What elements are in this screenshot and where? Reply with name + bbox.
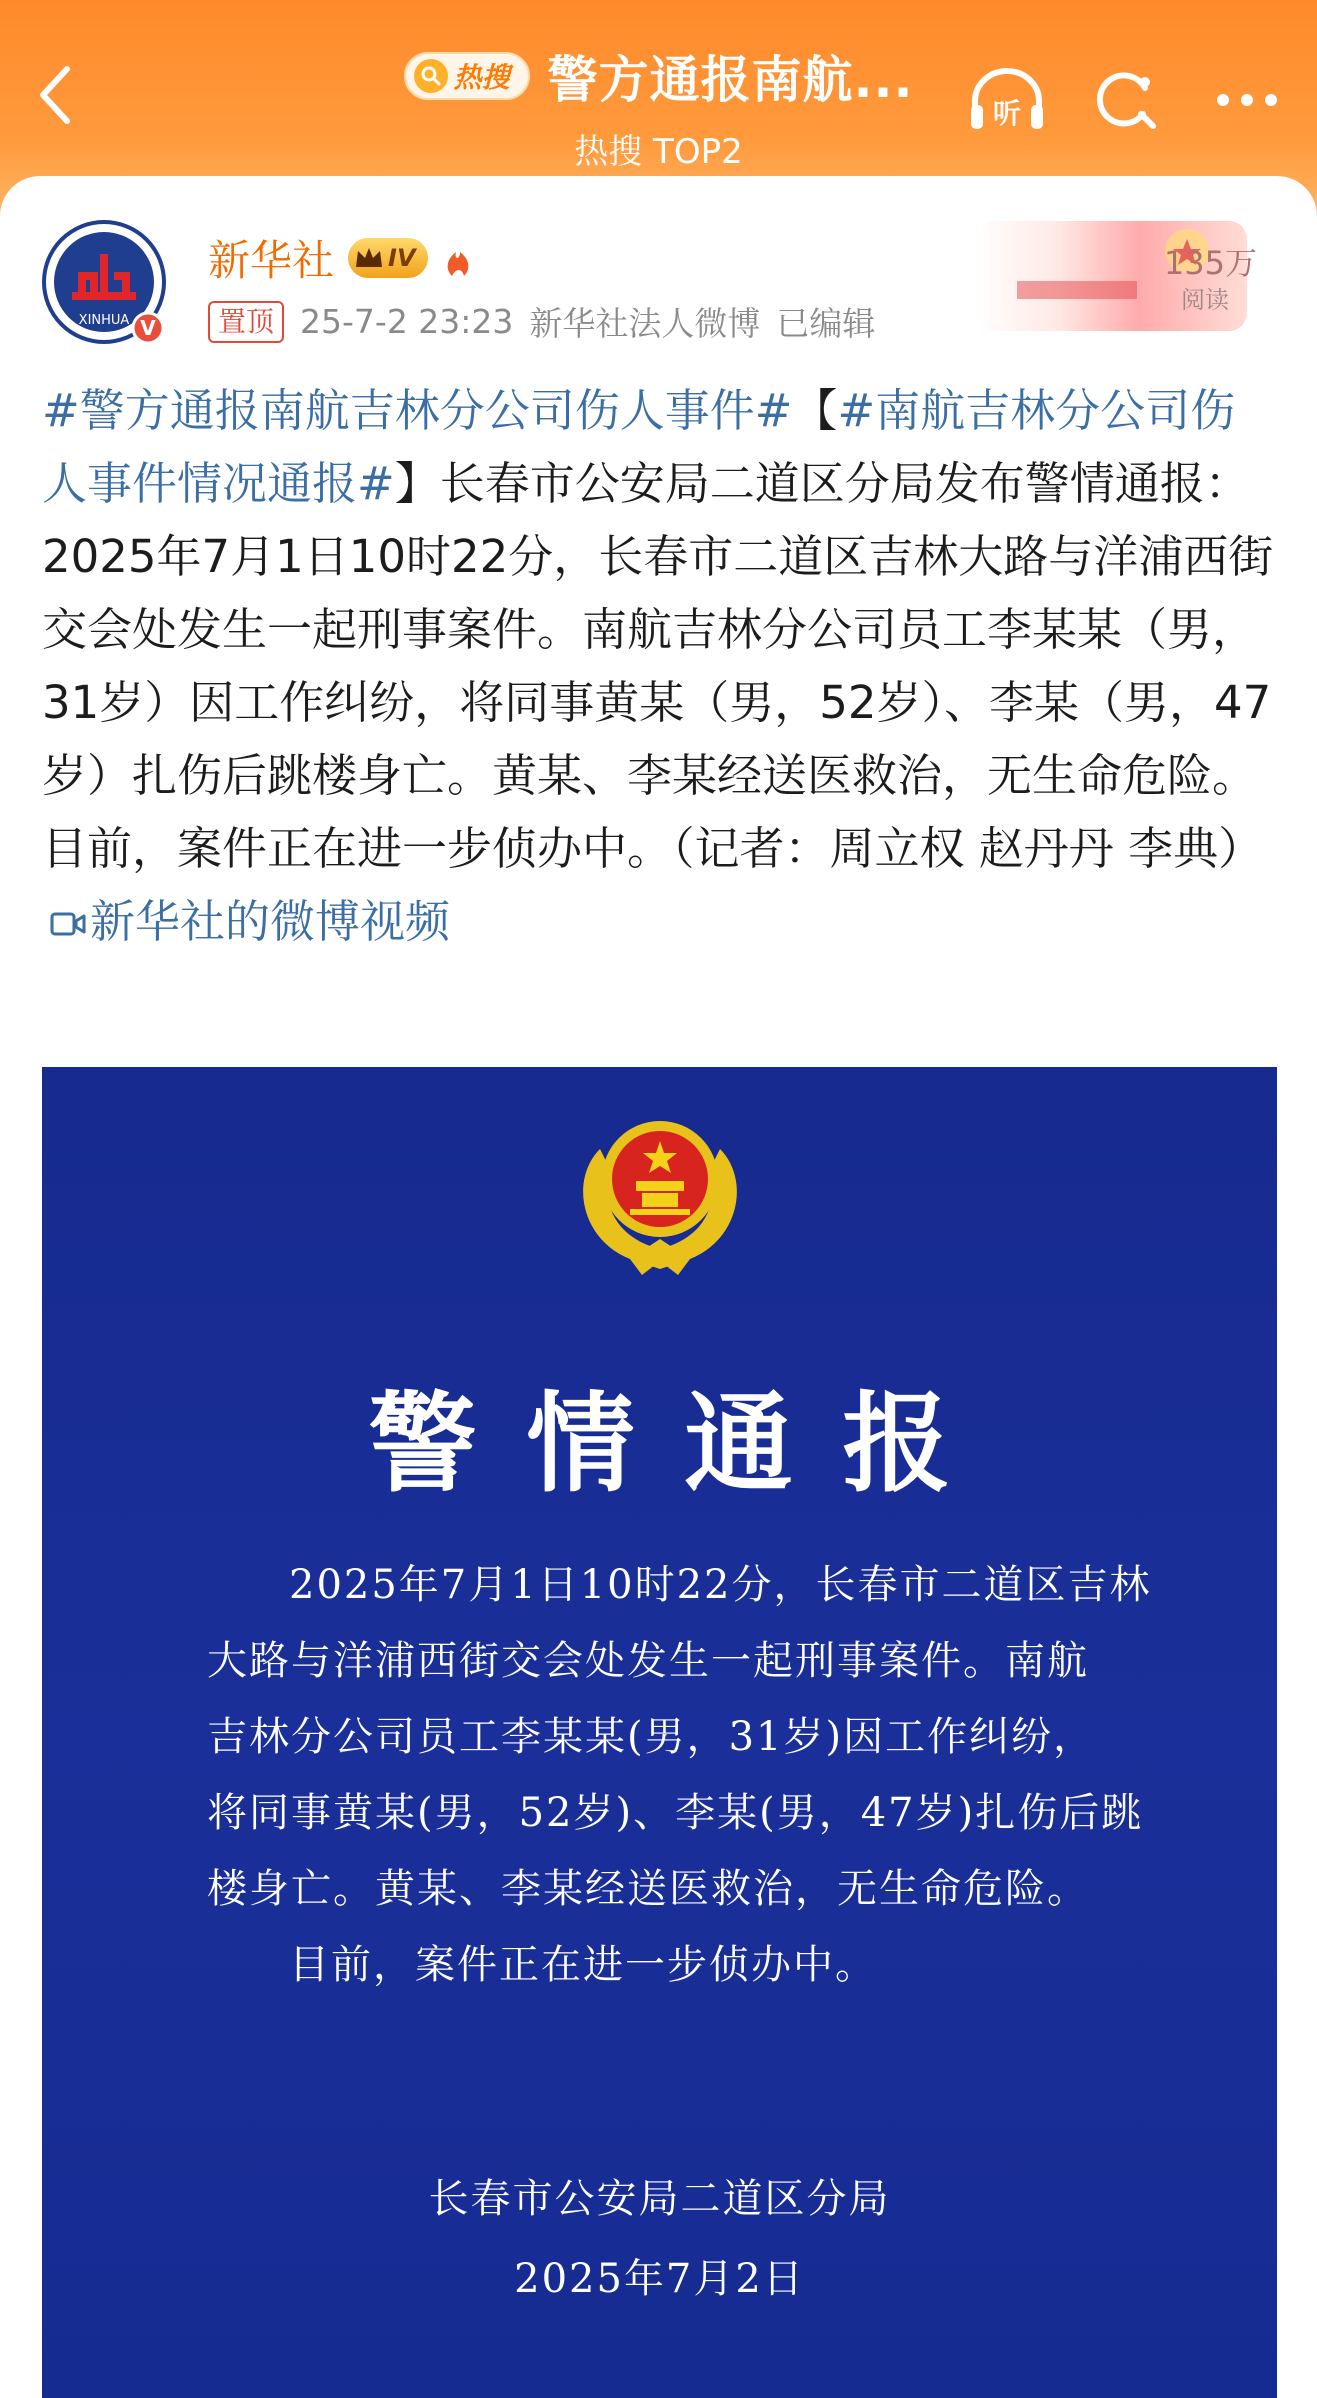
listen-label: 听 bbox=[992, 97, 1022, 130]
svg-text:V: V bbox=[140, 316, 156, 340]
post-source: 新华社法人微博 bbox=[529, 304, 761, 343]
page-subtitle: 热搜 TOP2 bbox=[574, 132, 743, 172]
video-link-label: 新华社的微博视频 bbox=[90, 895, 451, 948]
avatar-text: XINHUA bbox=[78, 313, 130, 328]
page-title: 警方通报南航... bbox=[547, 51, 914, 109]
notice-line: 楼身亡。黄某、李某经送医救治，无生命危险。 bbox=[207, 1866, 1089, 1912]
hot-search-badge[interactable] bbox=[404, 52, 530, 100]
police-notice-image[interactable] bbox=[42, 1067, 1277, 2398]
notice-body bbox=[207, 1547, 1167, 2003]
post-body bbox=[42, 374, 1277, 958]
notice-line: 将同事黄某(男，52岁)、李某(男，47岁)扎伤后跳 bbox=[207, 1790, 1144, 1836]
pinned-tag: 置顶 bbox=[208, 301, 284, 343]
notice-issuer: 长春市公安局二道区分局 bbox=[428, 2176, 891, 2222]
vip-level: IV bbox=[388, 244, 416, 272]
meta-row bbox=[208, 298, 875, 345]
author-row bbox=[208, 228, 476, 288]
post-datetime: 25-7-2 23:23 bbox=[300, 302, 514, 341]
search-button[interactable] bbox=[1087, 60, 1167, 140]
header-actions bbox=[967, 60, 1287, 140]
headphones-icon bbox=[967, 65, 1047, 135]
views-count: 135万 bbox=[1163, 244, 1257, 282]
views-label: 阅读 bbox=[1181, 286, 1229, 314]
notice-title: 警情通报 bbox=[368, 1381, 1001, 1507]
police-emblem-icon bbox=[560, 1089, 760, 1289]
edited-label: 已编辑 bbox=[776, 304, 876, 343]
post-card bbox=[0, 176, 1317, 2398]
hot-badge-label: 热搜 bbox=[453, 61, 510, 94]
flame-icon bbox=[442, 238, 476, 278]
notice-date: 2025年7月2日 bbox=[514, 2256, 805, 2302]
vip-badge[interactable] bbox=[348, 238, 428, 278]
notice-line: 2025年7月1日10时22分，长春市二道区吉林 bbox=[289, 1562, 1152, 1608]
crown-icon bbox=[354, 245, 384, 271]
search-icon bbox=[414, 59, 448, 93]
avatar[interactable] bbox=[42, 220, 172, 350]
bracket-open: 【 bbox=[792, 384, 838, 437]
more-button[interactable] bbox=[1207, 60, 1287, 140]
xinhua-logo bbox=[42, 220, 172, 350]
hashtag-link[interactable]: #警方通报南航吉林分公司伤人事件# bbox=[42, 384, 793, 437]
notice-line: 目前，案件正在进一步侦办中。 bbox=[289, 1942, 877, 1988]
more-dots-icon bbox=[1215, 92, 1279, 108]
notice-line: 大路与洋浦西街交会处发生一起刑事案件。南航 bbox=[207, 1638, 1089, 1684]
post-text: 】长春市公安局二道区分局发布警情通报：2025年7月1日10时22分，长春市二道区吉林大路与洋浦西街交会处发生一起刑事案件。南航吉林分公司员工李某某（男，31岁）因工作纠纷，将同事黄某（男，52岁）、李某（男，47岁）扎伤后跳楼身亡。黄某、李某经送医救治，无生命危险。目前，案件正在进一步侦办中。（记者：周立权 赵丹丹 李典） bbox=[42, 457, 1274, 875]
notice-line: 吉林分公司员工李某某(男，31岁)因工作纠纷， bbox=[207, 1714, 1096, 1760]
top-bar bbox=[0, 0, 1317, 175]
hashtag-link[interactable]: #南航吉林分公司伤人事件情况通报# bbox=[42, 384, 1236, 510]
author-name[interactable]: 新华社 bbox=[208, 236, 335, 285]
video-link[interactable] bbox=[42, 895, 450, 948]
video-icon bbox=[50, 909, 86, 939]
search-icon bbox=[1095, 68, 1159, 132]
listen-button[interactable] bbox=[967, 60, 1047, 140]
